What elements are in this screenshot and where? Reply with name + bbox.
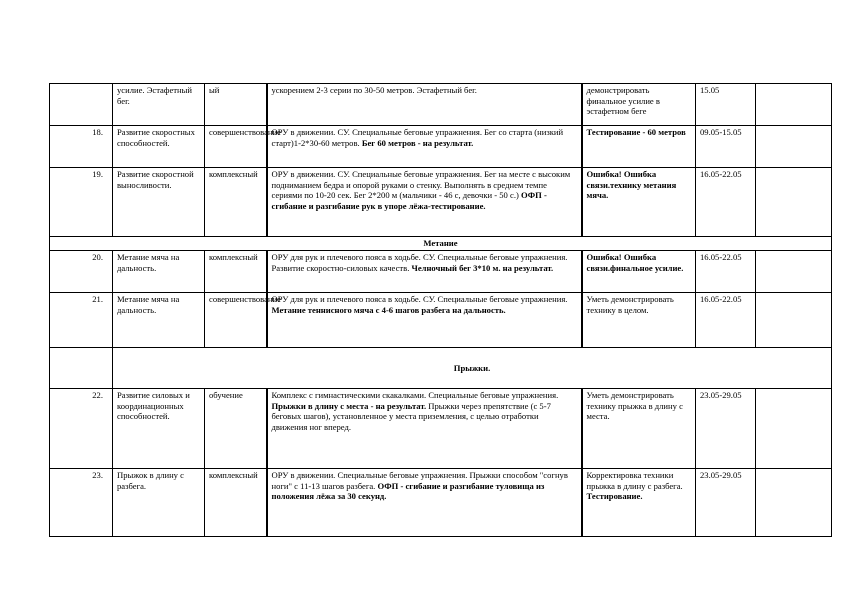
lesson-date: 16.05-22.05 — [696, 168, 756, 237]
table-row — [50, 469, 832, 537]
text-segment: Уметь демонстрировать технику в целом. — [586, 294, 674, 315]
lesson-type: ый — [205, 84, 267, 126]
lesson-topic: Развитие силовых и координационных способностей. — [113, 389, 205, 469]
bold-text: Ошибка! Ошибка связи.финальное усилие. — [586, 252, 684, 273]
bold-text: ОФП - сгибание и разгибание рук в упоре лёжа-тестирование. — [271, 190, 547, 211]
section-title: Прыжки. — [113, 348, 832, 389]
text-segment: Корректировка техники прыжка в длину с разбега. — [586, 470, 683, 491]
table-row — [50, 126, 832, 168]
bold-text: Тестирование. — [586, 491, 643, 502]
lesson-number: 21. — [50, 293, 113, 348]
lesson-number — [50, 84, 113, 126]
text-segment: демонстрировать финальное усилие в эстафетном беге — [586, 85, 660, 117]
lesson-date: 23.05-29.05 — [696, 389, 756, 469]
table-row — [50, 168, 832, 237]
lesson-extra — [756, 84, 832, 126]
lesson-topic: Метание мяча на дальность. — [113, 293, 205, 348]
lesson-content — [267, 389, 582, 469]
bold-text: Ошибка! Ошибка связи.технику метания мяча. — [586, 169, 677, 201]
lesson-content — [267, 168, 582, 237]
lesson-topic: усилие. Эстафетный бег. — [113, 84, 205, 126]
lesson-content — [267, 126, 582, 168]
text-segment: ОРУ в движении. Специальные беговые упражнения. Прыжки способом "согнув ноги" с 11-13 шагов разбега. — [271, 470, 568, 491]
text-segment: Прыжки через препятствие (с 5-7 беговых шагов), установленное у места приземления, с целью отработки движения ног вперед. — [271, 400, 551, 432]
lesson-content — [267, 293, 582, 348]
text-segment: ОРУ в движении. СУ. Специальные беговые упражнения. Бег со старта (низкий старт)1-2*30-60 метров. — [271, 127, 564, 148]
lesson-type: комплексный — [205, 469, 267, 537]
lesson-plan-table — [49, 83, 832, 537]
lesson-number: 23. — [50, 469, 113, 537]
bold-text: Прыжки в длину с места - на результат. — [271, 400, 427, 411]
lesson-type: комплексный — [205, 251, 267, 293]
lesson-type: комплексный — [205, 168, 267, 237]
section-title: Метание — [50, 237, 832, 251]
lesson-type: совершенствование — [205, 293, 267, 348]
bold-text: Метание теннисного мяча с 4-6 шагов разбега на дальность. — [271, 304, 506, 315]
lesson-date: 09.05-15.05 — [696, 126, 756, 168]
lesson-requirements — [582, 168, 696, 237]
lesson-extra — [756, 168, 832, 237]
section-row — [50, 237, 832, 251]
section-spacer — [50, 348, 113, 389]
lesson-topic: Прыжок в длину с разбега. — [113, 469, 205, 537]
lesson-date: 23.05-29.05 — [696, 469, 756, 537]
lesson-extra — [756, 126, 832, 168]
text-segment: ОРУ для рук и плечевого пояса в ходьбе. СУ. Специальные беговые упражнения. — [271, 294, 568, 304]
table-row — [50, 293, 832, 348]
table-row — [50, 84, 832, 126]
bold-text: Бег 60 метров - на результат. — [361, 137, 474, 148]
lesson-requirements — [582, 84, 696, 126]
lesson-topic: Развитие скоростных способностей. — [113, 126, 205, 168]
lesson-type: обучение — [205, 389, 267, 469]
lesson-requirements — [582, 389, 696, 469]
lesson-number: 19. — [50, 168, 113, 237]
lesson-extra — [756, 389, 832, 469]
lesson-content — [267, 251, 582, 293]
bold-text: Челночный бег 3*10 м. на результат. — [411, 262, 554, 273]
lesson-topic: Развитие скоростной выносливости. — [113, 168, 205, 237]
lesson-requirements — [582, 469, 696, 537]
text-segment: ОРУ в движении. СУ. Специальные беговые упражнения. Бег на месте с высоким подниманием бедра и опорой руками о стенку. Выполнять в среднем темпе сериями по 10-20 сек. Бег 2*200 м (мальчики - 46 с, девочки - 50 с.) — [271, 169, 571, 201]
lesson-type: совершенствование — [205, 126, 267, 168]
lesson-date: 15.05 — [696, 84, 756, 126]
lesson-number: 18. — [50, 126, 113, 168]
lesson-requirements — [582, 126, 696, 168]
lesson-topic: Метание мяча на дальность. — [113, 251, 205, 293]
lesson-extra — [756, 293, 832, 348]
lesson-extra — [756, 251, 832, 293]
table-row — [50, 389, 832, 469]
lesson-date: 16.05-22.05 — [696, 251, 756, 293]
lesson-number: 20. — [50, 251, 113, 293]
lesson-content — [267, 84, 582, 126]
lesson-requirements — [582, 251, 696, 293]
text-segment: ОРУ для рук и плечевого пояса в ходьбе. СУ. Специальные беговые упражнения. Развитие скоростно-силовых качеств. — [271, 252, 568, 273]
lesson-date: 16.05-22.05 — [696, 293, 756, 348]
bold-text: Тестирование - 60 метров — [586, 127, 686, 137]
bold-text: ОФП - сгибание и разгибание туловища из положения лёжа за 30 секунд. — [271, 480, 545, 502]
text-segment: Уметь демонстрировать технику прыжка в длину с места. — [586, 390, 683, 422]
lesson-number: 22. — [50, 389, 113, 469]
section-row — [50, 348, 832, 389]
text-segment: Комплекс с гимнастическими скакалками. Специальные беговые упражнения. — [271, 390, 559, 400]
lesson-content — [267, 469, 582, 537]
text-segment: ускорением 2-3 серии по 30-50 метров. Эстафетный бег. — [271, 85, 477, 95]
table-row — [50, 251, 832, 293]
lesson-extra — [756, 469, 832, 537]
lesson-requirements — [582, 293, 696, 348]
